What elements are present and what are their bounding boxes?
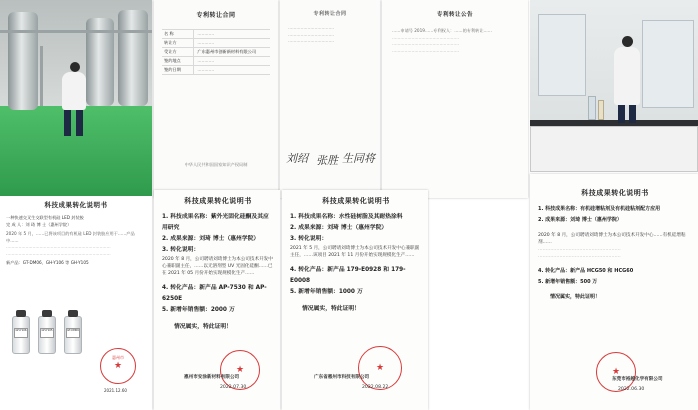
factory-photo: [0, 0, 152, 196]
assignee: 广东惠州市创新新材料有限公司: [197, 49, 257, 54]
panel-patent-announcement: 专利转让公告 ……申请号 2019……专利权人：……的专利转让…… ………………………………………… ………………………………………… …………………………………………: [382, 0, 528, 198]
cert-company: 广东省惠州市科技有限公司: [314, 375, 370, 380]
panel-certificate-water-silicone: [282, 190, 428, 410]
signature: 生同将: [342, 152, 375, 165]
panel-certificate-adhesion-promoter: 科技成果转化说明书 1. 科技成果名称：有机硅增粘剂及有机硅粘剂配方应用 2. 成果来源：刘琦 博士（惠州学院） 2020 年 8 月，公司聘请刘琦博士为本公司技术开发中心……有机硅增粘剂…… ……………………………………………… ……………………………………………… 4. 转化产品：新产品 HCG50 和 HCG60 5. 新增年销售额：500 万 情况属实，特此证明！ ★ 东莞市裕越化学有限公司 2022.06.30: [530, 174, 698, 410]
cert-title: 科技成果转化说明书: [581, 189, 649, 197]
cert-item: 1. 科技成果名称：水性硅树脂及其耐热涂料: [290, 214, 403, 220]
panel-certificate-uv-silicone: [154, 190, 280, 410]
panel-factory-document: 科技成果转化说明书 一种快速交叉生交联型有机硅 LED 封装胶 完 成 人：刘 琦 博 士（惠州学院） 2020 年 5 月，……已将该项目的有机硅 LED 封装胶应用于……产品中…… ………………………………………………………………… ………………………………………………………………… 新产品：GT-DM06、GH-Y106 等 GH-Y105 GH-Y106 GH-Y105 GT-DM06 ★ 惠州市 2021.12.60: [0, 0, 152, 410]
cert-products: 4. 转化产品：新产品 AP-7530 和 AP-6250E: [162, 285, 267, 302]
company-stamp: ★: [596, 352, 636, 392]
cert-closing: 情况属实，特此证明！: [174, 324, 232, 330]
bottle-label: GT-DM06: [66, 328, 80, 338]
signature: 张胜: [316, 154, 338, 167]
cert-body: 2020 年 8 月，公司聘请刘琦博士为本公司技术开发中心……有机硅增粘剂……: [538, 233, 686, 245]
cert-body: 2021 年 5 月，公司聘请刘琦博士为本公司技术开发中心兼职副主任，……该项目 2021 年 11 月份开始实现规模化生产……: [290, 246, 420, 258]
cert-date: 2022.06.30: [618, 387, 645, 392]
bottle-label: GH-Y105: [40, 328, 54, 338]
result-name: 一种快速交叉生交联型有机硅 LED 封装胶: [6, 215, 84, 220]
row-label: 转让方: [162, 39, 194, 47]
company-stamp: ★: [220, 350, 260, 390]
announcement-body: ……申请号 2019……专利权人：……的专利转让……: [392, 28, 492, 33]
doc-body: 2020 年 5 月，……已将该项目的有机硅 LED 封装胶应用于……产品中……: [6, 231, 135, 243]
row-label: 受让方: [162, 48, 194, 56]
announcement-title: 专利转让公告: [436, 12, 473, 18]
cert-title: 科技成果转化说明书: [184, 197, 252, 205]
cert-item: 3. 转化说明：: [290, 236, 328, 242]
panel-patent-contract: 专利转让合同 名 称 ………… 转让方 ………… 受让方 广东惠州市创新新材料有限公司 签约地点 ………… 签约日期 ………… 中华人民共和国国家知识产权局制: [154, 0, 278, 198]
cert-sales: 5. 新增年销售额：2000 万: [162, 307, 235, 313]
signature: 刘绍: [286, 152, 308, 165]
row-label: 签约地点: [162, 57, 194, 65]
company-stamp: ★: [358, 346, 402, 390]
cert-item: 1. 科技成果名称：紫外光固化硅酮及其应用研究: [162, 214, 269, 231]
cert-body: 2020 年 8 月，公司聘请刘琦博士为本公司技术开发中心兼职副主任，……以无溶剂型 UV 光固化硅酮……已在 2021 年 05 月份开始实现规模化生产……: [162, 257, 273, 276]
cert-sales: 5. 新增年销售额：1000 万: [290, 289, 363, 295]
developer: 完 成 人：刘 琦 博 士（惠州学院）: [6, 221, 72, 227]
lab-photo: [530, 0, 698, 172]
doc-title: 科技成果转化说明书: [44, 201, 108, 209]
row-label: 名 称: [162, 30, 194, 38]
cert-closing: 情况属实，特此证明！: [302, 306, 360, 312]
cert-item: 2. 成果来源：刘琦 博士（惠州学院）: [290, 225, 388, 231]
cert-date: 2022.08.22: [362, 385, 389, 390]
signature-page-title: 专利转让合同: [313, 11, 347, 17]
doc-date: 2021.12.60: [104, 388, 127, 393]
cert-item: 2. 成果来源：刘琦 博士（惠州学院）: [538, 217, 622, 223]
cert-title: 科技成果转化说明书: [322, 197, 390, 205]
cert-item: 3. 转化说明：: [162, 247, 200, 253]
bottle-label: GH-Y106: [14, 328, 28, 338]
row-label: 签约日期: [162, 66, 194, 74]
cert-closing: 情况属实，特此证明！: [550, 294, 601, 300]
panel-contract-signatures: 专利转让合同 …………………………… …………………………… …………………………… 刘绍 张胜 生同将: [280, 0, 380, 198]
products-line: 新产品：GT-DM06、GH-Y106 等 GH-Y105: [6, 260, 89, 265]
company-stamp: ★ 惠州市: [100, 348, 136, 384]
cert-date: 2022.07.30: [220, 385, 247, 390]
cert-company: 东莞市裕越化学有限公司: [612, 377, 663, 382]
cert-item: 1. 科技成果名称：有机硅增粘剂及有机硅粘剂配方应用: [538, 206, 661, 212]
cert-sales: 5. 新增年销售额：500 万: [538, 279, 598, 285]
cert-item: 2. 成果来源：刘琦 博士（惠州学院）: [162, 236, 260, 242]
contract-title: 专利转让合同: [196, 12, 236, 19]
cert-products: 4. 转化产品：新产品 HCG50 和 HCG60: [538, 268, 634, 274]
cert-company: 惠州市安涂新材料有限公司: [184, 375, 240, 380]
contract-footer: 中华人民共和国国家知识产权局制: [184, 162, 248, 167]
cert-products: 4. 转化产品：新产品 179-E0928 和 179-E0008: [290, 267, 406, 284]
